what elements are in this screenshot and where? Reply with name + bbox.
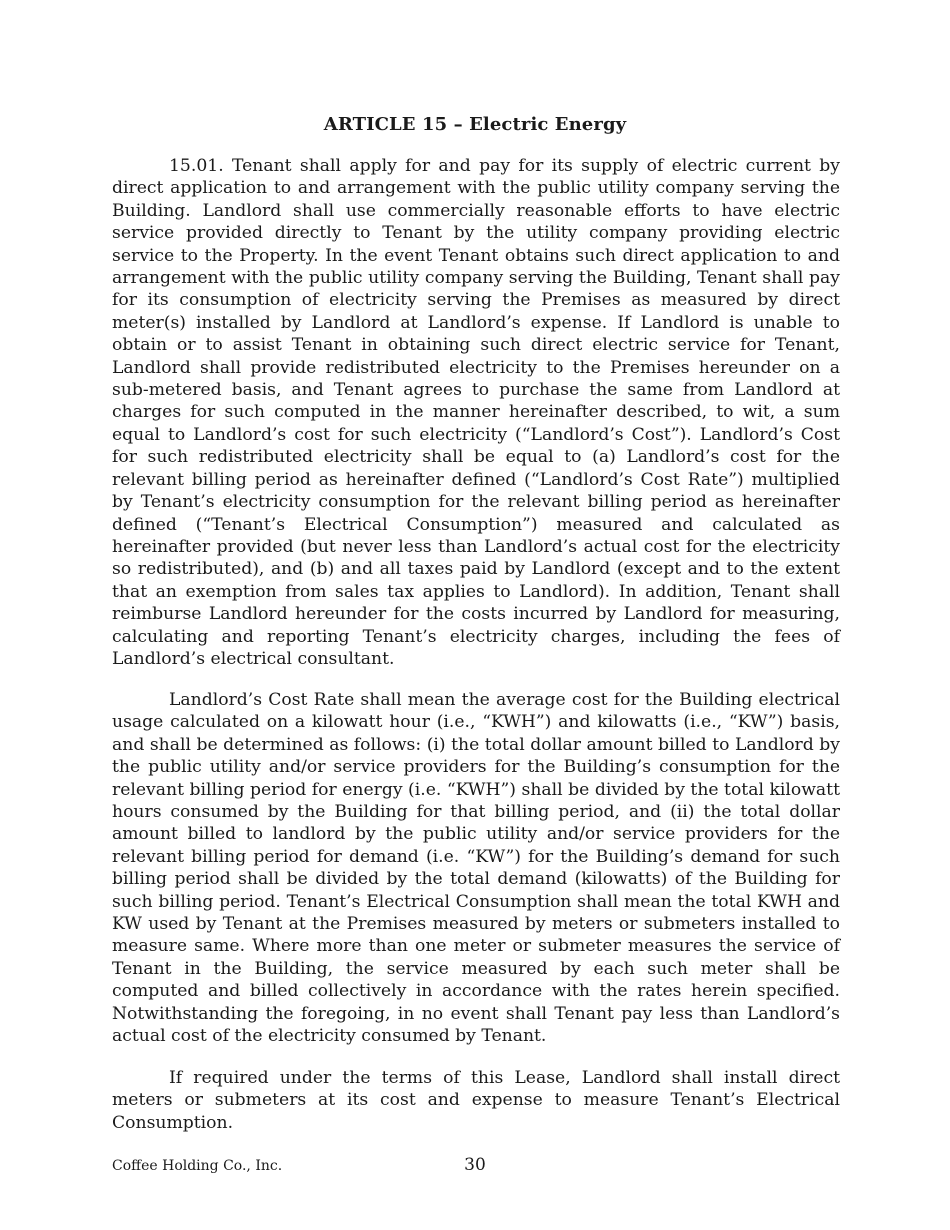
footer-company: Coffee Holding Co., Inc. bbox=[112, 1158, 283, 1174]
article-title: ARTICLE 15 – Electric Energy bbox=[323, 114, 627, 135]
paragraph-cost-rate bbox=[112, 689, 840, 1048]
page-number: 30 bbox=[464, 1155, 486, 1175]
paragraph-15-01 bbox=[112, 155, 840, 670]
paragraph-text: If required under the terms of this Lease, Landlord shall install direct meters or submeters at its cost and expense to measure Tenant’s Electrical Consumption. bbox=[112, 1068, 840, 1133]
paragraph-meters bbox=[112, 1067, 840, 1134]
paragraph-text: Landlord’s Cost Rate shall mean the average cost for the Building electrical usage calculated on a kilowatt hour (i.e., “KWH”) and kilowatts (i.e., “KW”) basis, and shall be determined as follows: (i) the total dollar amount billed to Landlord by the public utility and/or service providers for the Building’s consumption for the relevant billing period for energy (i.e. “KWH”) shall be divided by the total kilowatt hours consumed by the Building for that billing period, and (ii) the total dollar amount billed to landlord by the public utility and/or service providers for the relevant billing period for demand (i.e. “KW”) for the Building’s demand for such billing period shall be divided by the total demand (kilowatts) of the Building for such billing period. Tenant’s Electrical Consumption shall mean the total KWH and KW used by Tenant at the Premises measured by meters or submeters installed to measure same. Where more than one meter or submeter measures the service of Tenant in the Building, the service measured by each such meter shall be computed and billed collectively in accordance with the rates herein specified. Notwithstanding the foregoing, in no event shall Tenant pay less than Landlord’s actual cost of the electricity consumed by Tenant. bbox=[112, 690, 840, 1047]
paragraph-text: 15.01. Tenant shall apply for and pay for its supply of electric current by direct application to and arrangement with the public utility company serving the Building. Landlord shall use commercially reasonable efforts to have electric service provided directly to Tenant by the utility company providing electric service to the Property. In the event Tenant obtains such direct application to and arrangement with the public utility company serving the Building, Tenant shall pay for its consumption of electricity serving the Premises as measured by direct meter(s) installed by Landlord at Landlord’s expense. If Landlord is unable to obtain or to assist Tenant in obtaining such direct electric service for Tenant, Landlord shall provide redistributed electricity to the Premises hereunder on a sub-metered basis, and Tenant agrees to purchase the same from Landlord at charges for such computed in the manner hereinafter described, to wit, a sum equal to Landlord’s cost for such electricity (“Landlord’s Cost”). Landlord’s Cost for such redistributed electricity shall be equal to (a) Landlord’s cost for the relevant billing period as hereinafter defined (“Landlord’s Cost Rate”) multiplied by Tenant’s electricity consumption for the relevant billing period as hereinafter defined (“Tenant’s Electrical Consumption”) measured and calculated as hereinafter provided (but never less than Landlord’s actual cost for the electricity so redistributed), and (b) and all taxes paid by Landlord (except and to the extent that an exemption from sales tax applies to Landlord). In addition, Tenant shall reimburse Landlord hereunder for the costs incurred by Landlord for measuring, calculating and reporting Tenant’s electricity charges, including the fees of Landlord’s electrical consultant. bbox=[112, 156, 840, 669]
